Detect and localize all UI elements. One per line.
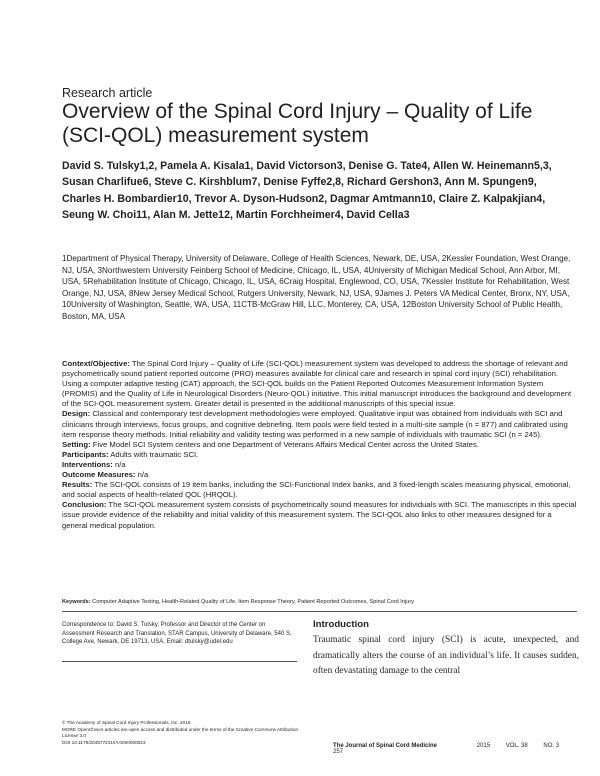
abstract <box>62 359 577 531</box>
abstract-participants-label: Participants: <box>62 449 109 459</box>
abstract-setting-text: Five Model SCI System centers and one Department of Veterans Affairs Medical Center across the United States. <box>92 439 479 449</box>
issue-number: NO. 3 <box>543 743 560 749</box>
abstract-divider <box>62 611 577 612</box>
abstract-setting <box>62 440 577 450</box>
abstract-setting-label: Setting: <box>62 439 91 449</box>
abstract-participants-text: Adults with traumatic SCI. <box>110 449 199 459</box>
keywords <box>62 599 577 605</box>
abstract-results-label: Results: <box>62 480 93 490</box>
abstract-design-label: Design: <box>62 409 91 419</box>
article-title: Overview of the Spinal Cord Injury – Quality of Life (SCI-QOL) measurement system <box>62 100 533 147</box>
doi-line: DOI 10.1179/2045772315Y.0000000023 <box>62 739 146 745</box>
correspondence: Correspondence to: David S. Tulsky, Professor and Director of the Center on Assessment Research and Translation, STAR Campus, University of Delaware, 540 S. College Ave, Newark, DE 19713, USA. Email: dtulsky@udel.edu <box>62 622 292 645</box>
abstract-design-text: Classical and contemporary test development methodologies were employed. Qualitative input was obtained from individuals with SCI and clinicians through interviews, focus groups, and cognitive debriefing. Item pools were field tested in a multi-site sample (n = 877) and calibrated using item response theory methods. Initial reliability and validity testing was performed in a new sample of individuals with traumatic SCI (n = 245). <box>62 409 568 439</box>
abstract-interventions-text: n/a <box>114 459 126 469</box>
introduction-heading: Introduction <box>313 619 369 630</box>
abstract-context-text: The Spinal Cord Injury – Quality of Life (SCI-QOL) measurement system was developed to address the shortage of relevant and psychometrically sound patient reported outcome (PRO) measures available for clinical care and research in spinal cord injury (SCI) rehabilitation. Using a computer adaptive testing (CAT) approach, the SCI-QOL builds on the Patient Reported Outcomes Measurement Information System (PROMIS) and the Quality of Life in Neurological Disorders (Neuro-QOL) initiative. This initial manuscript introduces the background and development of the SCI-QOL measurement system. Greater detail is presented in the additional manuscripts of this special issue. <box>62 359 572 409</box>
abstract-context <box>62 359 577 409</box>
section-label: Research article <box>62 86 153 100</box>
affiliations: 1Department of Physical Therapy, University of Delaware, College of Health Sciences, Newark, DE, USA, 2Kessler Foundation, West Orange, NJ, USA, 3Northwestern University Feinberg School of Medicine, Chicago, IL, USA, 4University of Michigan Medical School, Ann Arbor, MI, USA, 5Rehabilitation Institute of Chicago, Chicago, IL, USA, 6Craig Hospital, Englewood, CO, USA, 7Kessler Institute for Rehabilitation, West Orange, NJ, USA, 8New Jersey Medical School, Rutgers University, Newark, NJ, USA, 9James J. Peters VA Medical Center, Bronx, NY, USA, 10University of Washington, Seattle, WA, USA, 11CTB-McGraw Hill, LLC, Monterey, CA, USA, 12Boston University School of Public Health, Boston, MA, USA <box>62 254 571 321</box>
abstract-conclusion-text: The SCI-QOL measurement system consists of psychometrically sound measures for individuals with SCI. The manuscripts in this special issue provide evidence of the reliability and initial validity of this measurement system. The SCI-QOL also links to other measures designed for a general medical population. <box>62 500 577 530</box>
author-list: David S. Tulsky1,2, Pamela A. Kisala1, David Victorson3, Denise G. Tate4, Allen W. Heinemann5,3, Susan Charlifue6, Steve C. Kirshblum7, Denise Fyffe2,8, Richard Gershon3, Ann M. Spungen9, Charles H. Bombardier10, Trevor A. Dyson-Hudson2, Dagmar Amtmann10, Claire Z. Kalpakjian4, Seung W. Choi11, Alan M. Jette12, Martin Forchheimer4, David Cella3 <box>62 160 552 221</box>
keywords-text: Computer Adaptive Testing, Health-Related Quality of Life, Item Response Theory, Patient Reported Outcomes, Spinal Cord Injury <box>92 599 414 605</box>
introduction-text: Traumatic spinal cord injury (SCI) is acute, unexpected, and dramatically alters the course of an individual’s life. It causes sudden, often devastating damage to the central <box>313 635 579 676</box>
license-line: MORE OpenChoice articles are open access and distributed under the terms of the Creative Commons Attribution License 3.0 <box>62 726 299 739</box>
copyright-line: © The Academy of Spinal Cord Injury Professionals, Inc. 2015 <box>62 720 191 725</box>
abstract-outcome-text: n/a <box>137 470 149 480</box>
abstract-outcome <box>62 470 577 480</box>
abstract-results <box>62 480 577 500</box>
year: 2015 <box>476 743 491 749</box>
abstract-interventions-label: Interventions: <box>62 459 113 469</box>
footer <box>333 743 600 755</box>
journal-name: The Journal of Spinal Cord Medicine <box>333 743 438 749</box>
abstract-context-label: Context/Objective: <box>62 359 130 368</box>
copyright-block <box>62 720 302 746</box>
abstract-design <box>62 409 577 439</box>
page-number: 257 <box>333 749 344 755</box>
abstract-conclusion <box>62 500 577 530</box>
abstract-results-text: The SCI-QOL consists of 19 item banks, including the SCI-Functional Index banks, and 3 fixed-length scales measuring physical, emotional, and social aspects of health-related QOL (HRQOL). <box>62 480 571 500</box>
correspondence-divider <box>62 661 297 662</box>
abstract-interventions <box>62 460 577 470</box>
volume: VOL. 38 <box>505 743 528 749</box>
keywords-label: Keywords: <box>62 599 91 605</box>
abstract-outcome-label: Outcome Measures: <box>62 470 136 480</box>
abstract-conclusion-label: Conclusion: <box>62 500 107 510</box>
abstract-participants <box>62 450 577 460</box>
